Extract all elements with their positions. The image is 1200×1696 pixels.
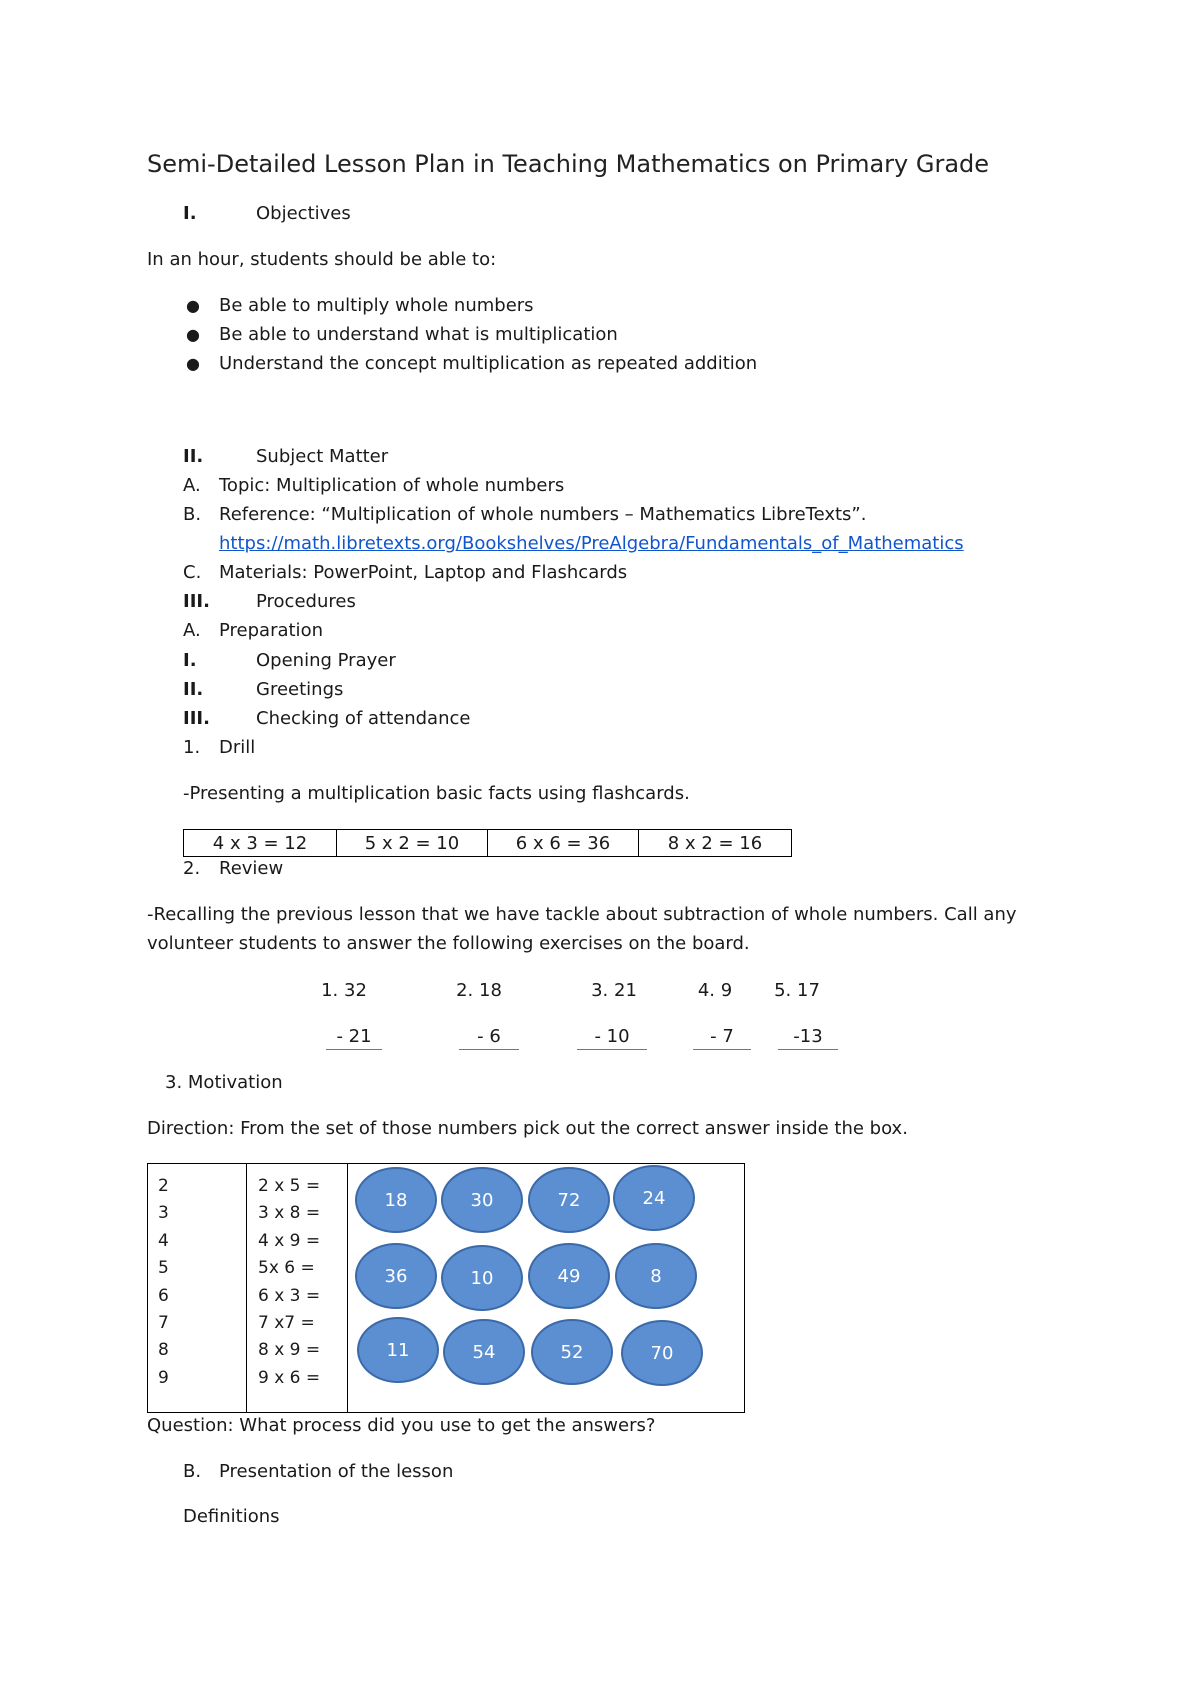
answer-circle[interactable]: 52 <box>531 1319 613 1385</box>
drill-marker: 1. <box>183 737 201 758</box>
exercise-top: 4. 9 <box>697 980 733 1001</box>
answer-circle[interactable]: 30 <box>441 1167 523 1233</box>
expression-cell: 5x 6 = <box>258 1258 315 1279</box>
answer-circle[interactable]: 24 <box>613 1165 695 1231</box>
exercise-bottom: - 10 <box>594 1026 630 1047</box>
reference-link[interactable]: https://math.libretexts.org/Bookshelves/PreAlgebra/Fundamentals_of_Mathematics <box>219 533 964 554</box>
prep-item-marker: I. <box>183 650 197 671</box>
subject-marker-a: A. <box>183 475 201 496</box>
review-marker: 2. <box>183 858 201 879</box>
objective-item: Be able to understand what is multiplication <box>219 324 618 345</box>
number-cell: 9 <box>158 1367 169 1388</box>
section-1-numeral: I. <box>183 203 197 224</box>
section-3-heading: Procedures <box>256 591 356 612</box>
numbers-column <box>158 1173 169 1392</box>
exercise-underline <box>577 1049 647 1050</box>
subject-topic: Topic: Multiplication of whole numbers <box>219 475 565 496</box>
motivation-table <box>147 1163 745 1413</box>
review-description-line-1: -Recalling the previous lesson that we have tackle about subtraction of whole numbers. Call any <box>147 904 1017 925</box>
answer-circle[interactable]: 8 <box>615 1243 697 1309</box>
review-heading: Review <box>219 858 284 879</box>
objective-item: Understand the concept multiplication as repeated addition <box>219 353 758 374</box>
table-divider <box>246 1164 247 1412</box>
presentation-heading: Presentation of the lesson <box>219 1461 454 1482</box>
expression-cell: 9 x 6 = <box>258 1367 321 1388</box>
section-1-heading: Objectives <box>256 203 351 224</box>
presentation-marker: B. <box>183 1461 202 1482</box>
page-title: Semi-Detailed Lesson Plan in Teaching Mathematics on Primary Grade <box>147 150 990 178</box>
exercise-underline <box>693 1049 751 1050</box>
expression-cell: 6 x 3 = <box>258 1285 321 1306</box>
flashcard-cell: 6 x 6 = 36 <box>488 830 639 857</box>
answer-circle[interactable]: 10 <box>441 1245 523 1311</box>
exercise-bottom: - 6 <box>477 1026 501 1047</box>
objective-item: Be able to multiply whole numbers <box>219 295 534 316</box>
answer-circle[interactable]: 49 <box>528 1243 610 1309</box>
drill-description: -Presenting a multiplication basic facts using flashcards. <box>183 783 690 804</box>
exercise-top: 5. 17 <box>774 980 820 1001</box>
section-2-heading: Subject Matter <box>256 446 389 467</box>
subject-marker-b: B. <box>183 504 202 525</box>
number-cell: 2 <box>158 1176 169 1196</box>
expression-cell: 7 x7 = <box>258 1313 315 1334</box>
expression-cell: 4 x 9 = <box>258 1230 321 1251</box>
expression-cell: 8 x 9 = <box>258 1340 321 1361</box>
exercise-bottom: -13 <box>793 1026 823 1047</box>
exercise-top: 2. 18 <box>456 980 502 1001</box>
preparation-marker: A. <box>183 620 201 641</box>
exercise-underline <box>778 1049 838 1050</box>
prep-item-opening-prayer: Opening Prayer <box>256 650 396 671</box>
preparation-heading: Preparation <box>219 620 323 641</box>
answer-circle[interactable]: 54 <box>443 1319 525 1385</box>
answer-circle[interactable]: 18 <box>355 1167 437 1233</box>
answer-circle[interactable]: 70 <box>621 1320 703 1386</box>
prep-item-greetings: Greetings <box>256 679 344 700</box>
answer-circle[interactable]: 11 <box>357 1317 439 1383</box>
review-description-line-2: volunteer students to answer the following exercises on the board. <box>147 933 750 954</box>
subject-marker-c: C. <box>183 562 202 583</box>
number-cell: 5 <box>158 1258 169 1279</box>
section-3-numeral: III. <box>183 591 210 612</box>
flashcards-table <box>183 829 792 857</box>
exercise-top: 1. 32 <box>321 980 367 1001</box>
section-2-numeral: II. <box>183 446 204 467</box>
exercise-bottom: - 21 <box>336 1026 372 1047</box>
flashcard-cell: 4 x 3 = 12 <box>184 830 337 857</box>
drill-heading: Drill <box>219 737 256 758</box>
number-cell: 3 <box>158 1203 169 1224</box>
prep-item-marker: II. <box>183 679 204 700</box>
exercise-underline <box>326 1049 382 1050</box>
number-cell: 4 <box>158 1230 169 1251</box>
objectives-intro: In an hour, students should be able to: <box>147 249 497 270</box>
answer-circle[interactable]: 36 <box>355 1243 437 1309</box>
bullet-icon: ● <box>186 354 200 373</box>
exercise-top: 3. 21 <box>591 980 637 1001</box>
prep-item-attendance: Checking of attendance <box>256 708 471 729</box>
expression-cell: 3 x 8 = <box>258 1203 321 1224</box>
flashcard-cell: 5 x 2 = 10 <box>337 830 488 857</box>
motivation-heading: 3. Motivation <box>165 1072 283 1093</box>
bullet-icon: ● <box>186 296 200 315</box>
expression-cell: 2 x 5 = <box>258 1176 321 1196</box>
table-divider <box>347 1164 348 1412</box>
flashcard-cell: 8 x 2 = 16 <box>639 830 792 857</box>
number-cell: 7 <box>158 1313 169 1334</box>
expressions-column <box>258 1173 320 1392</box>
subject-materials: Materials: PowerPoint, Laptop and Flashcards <box>219 562 628 583</box>
exercise-underline <box>459 1049 519 1050</box>
number-cell: 6 <box>158 1285 169 1306</box>
number-cell: 8 <box>158 1340 169 1361</box>
answer-circle[interactable]: 72 <box>528 1167 610 1233</box>
definitions-heading: Definitions <box>183 1506 280 1527</box>
exercise-bottom: - 7 <box>710 1026 734 1047</box>
prep-item-marker: III. <box>183 708 210 729</box>
motivation-direction: Direction: From the set of those numbers pick out the correct answer inside the box. <box>147 1118 908 1139</box>
bullet-icon: ● <box>186 325 200 344</box>
subject-reference: Reference: “Multiplication of whole numbers – Mathematics LibreTexts”. <box>219 504 867 525</box>
question-text: Question: What process did you use to get the answers? <box>147 1415 656 1436</box>
